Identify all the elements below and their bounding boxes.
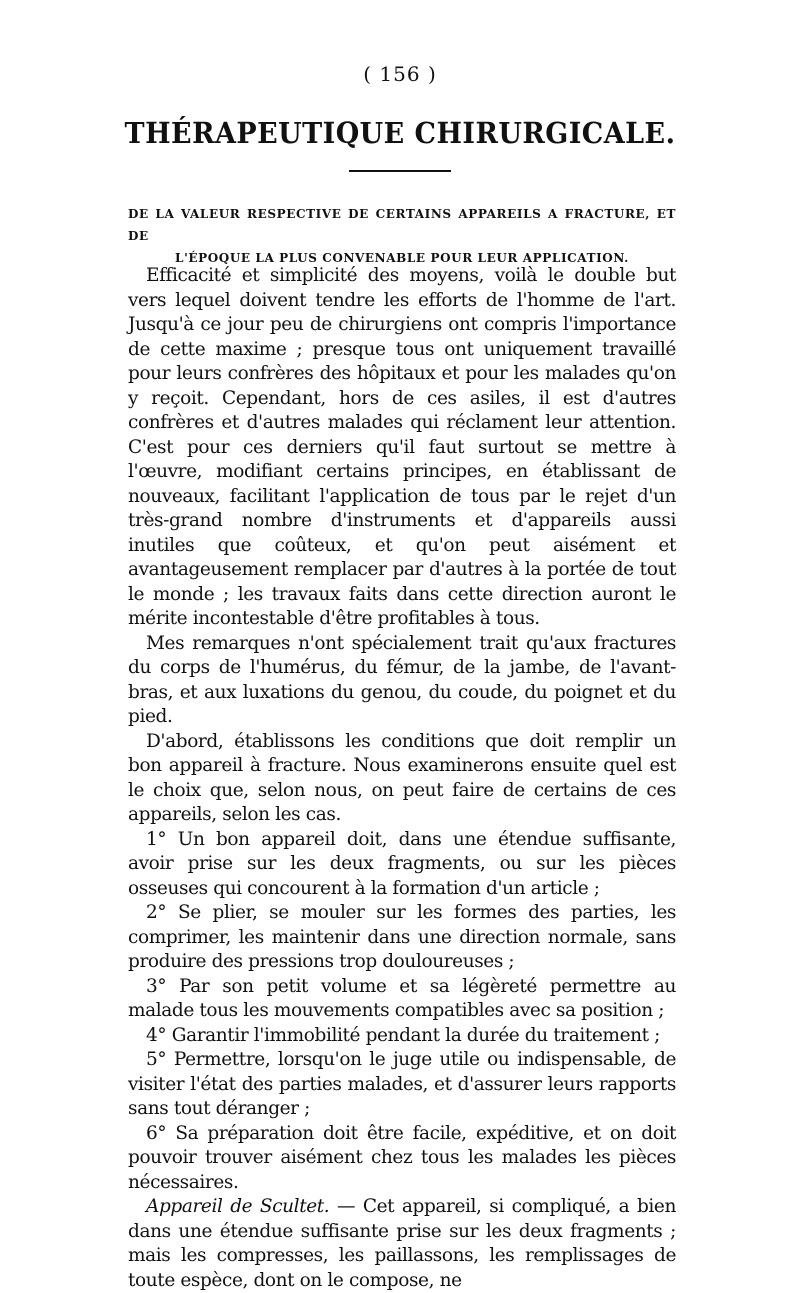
paragraph-condition-2: 2° Se plier, se mouler sur les formes des parties, les comprimer, les maintenir dans une direction normale, sans produire des pressions trop douloureuses ; [128, 902, 676, 972]
paragraph-condition-6: 6° Sa préparation doit être facile, expéditive, et on doit pouvoir trouver aisément chez tous les malades les pièces nécessaires. [128, 1122, 676, 1193]
subtitle-line-2: L'ÉPOQUE LA PLUS CONVENABLE POUR LEUR APPLICATION. [175, 251, 629, 265]
paragraph-conditions: D'abord, établissons les conditions que doit remplir un bon appareil à fracture. Nous examinerons ensuite quel est le choix que, selon nous, on peut faire de certains de ces appareils, selon les cas. [128, 730, 676, 825]
paragraph-condition-4: 4° Garantir l'immobilité pendant la durée du traitement ; [146, 1024, 660, 1046]
scultet-text: — Cet appareil, si compliqué, a bien dans une étendue suffisante prise sur les deux fragments ; mais les compresses, les paillassons, les remplissages de toute espèce, dont on le compose, ne [128, 1196, 676, 1291]
subtitle-line-1: DE LA VALEUR RESPECTIVE DE CERTAINS APPAREILS A FRACTURE, ET DE [128, 207, 676, 243]
section-title: THÉRAPEUTIQUE CHIRURGICALE. [124, 116, 676, 150]
paragraph-scultet [128, 1195, 676, 1293]
paragraph-condition-1: 1° Un bon appareil doit, dans une étendue suffisante, avoir prise sur les deux fragments, ou sur les pièces osseuses qui concourent à la formation d'un article ; [128, 828, 676, 899]
scultet-heading: Appareil de Scultet. [146, 1196, 330, 1217]
title-divider [349, 170, 451, 172]
paragraph-condition-3: 3° Par son petit volume et sa légèreté permettre au malade tous les mouvements compatibles avec sa position ; [128, 975, 676, 1021]
article-subtitle [128, 203, 676, 269]
paragraph-intro: Efficacité et simplicité des moyens, voilà le double but vers lequel doivent tendre les efforts de l'homme de l'art. Jusqu'à ce jour peu de chirurgiens ont compris l'importance de cette maxime ; presque tous ont uniquement travaillé pour leurs confrères des hôpitaux et pour les malades qu'on y reçoit. Cependant, hors de ces asiles, il est d'autres confrères et d'autres malades qui réclament leur attention. C'est pour ces derniers qu'il faut surtout se mettre à l'œuvre, modifiant certains principes, en établissant de nouveaux, facilitant l'application de tous par le rejet d'un très-grand nombre d'instruments et d'appareils aussi inutiles que coûteux, et qu'on peut aisément et avantageusement remplacer par d'autres à la portée de tout le monde ; les travaux faits dans cette direction auront le mérite incontestable d'être profitables à tous. [128, 265, 676, 629]
paragraph-condition-5: 5° Permettre, lorsqu'on le juge utile ou indispensable, de visiter l'état des parties malades, et d'assurer leurs rapports sans tout déranger ; [128, 1049, 676, 1119]
body-text [128, 264, 676, 1293]
paragraph-remarks: Mes remarques n'ont spécialement trait qu'aux fractures du corps de l'humérus, du fémur, de la jambe, de l'avant-bras, et aux luxations du genou, du coude, du poignet et du pied. [128, 632, 676, 727]
page-number: ( 156 ) [363, 62, 437, 86]
